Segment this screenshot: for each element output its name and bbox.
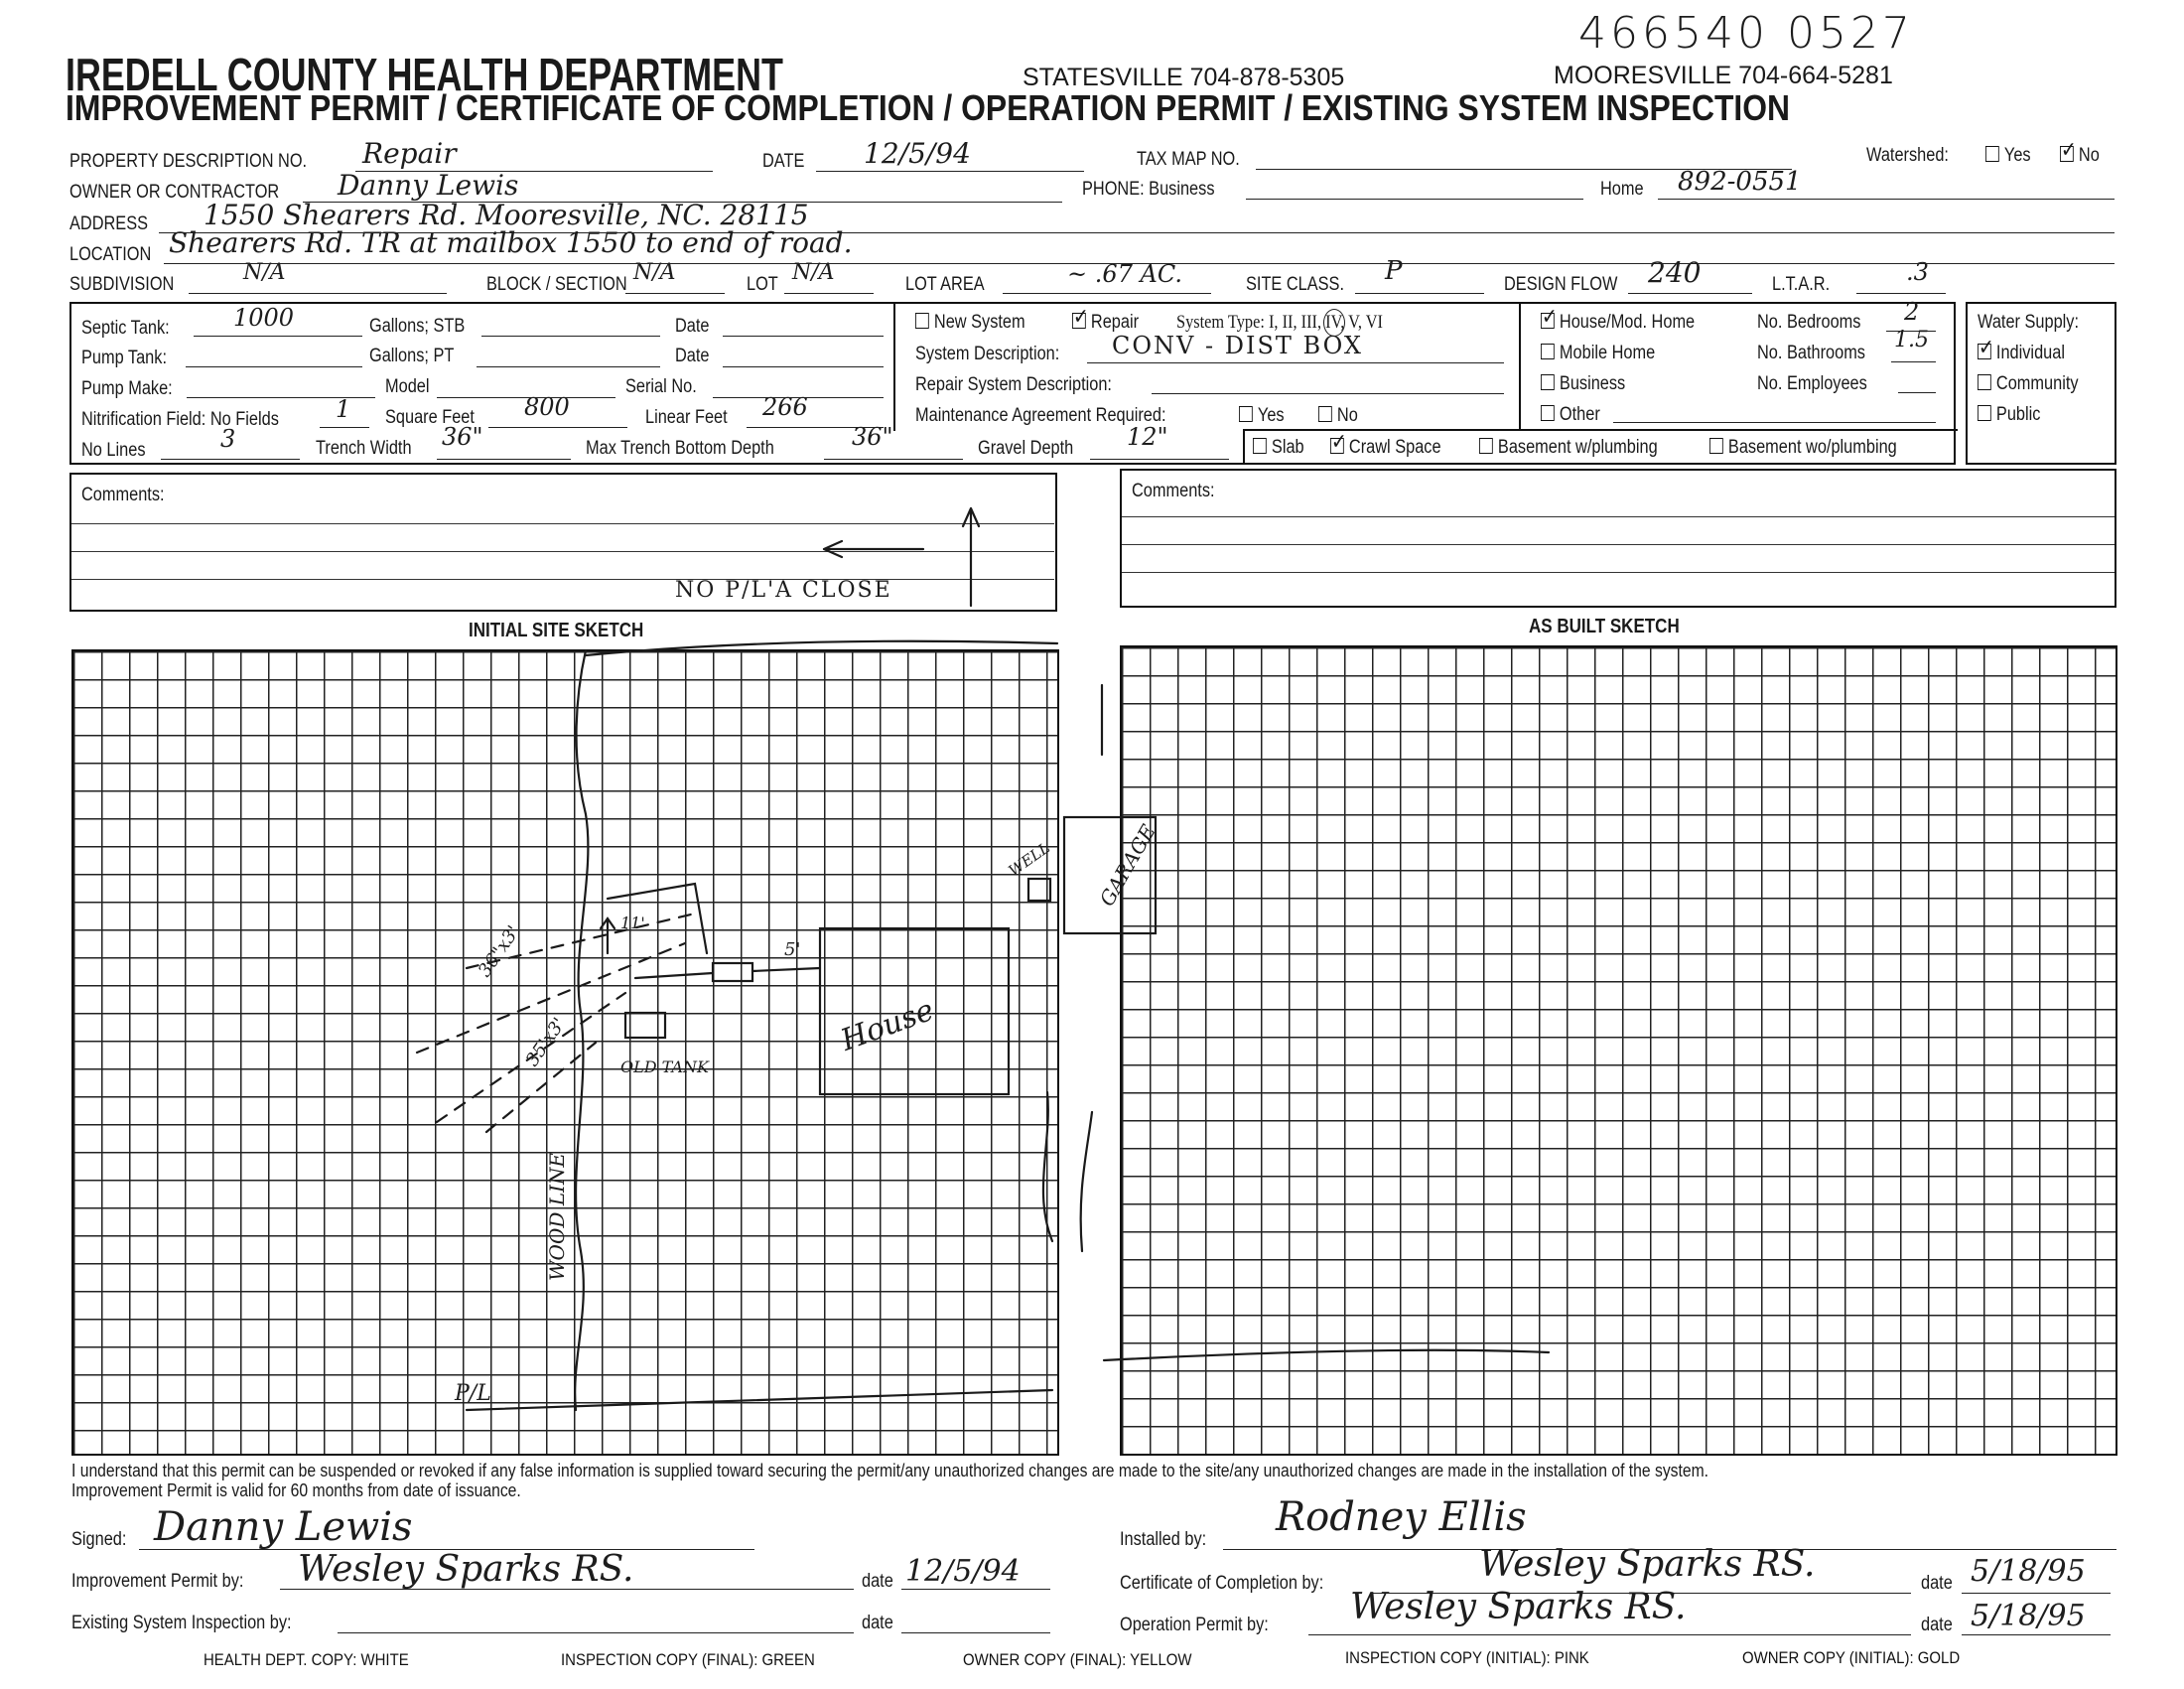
system-description-label: System Description: xyxy=(915,344,1060,364)
max-trench-label: Max Trench Bottom Depth xyxy=(586,438,774,459)
home-phone-value[interactable]: 892-0551 xyxy=(1678,167,1802,197)
owner-label: OWNER OR CONTRACTOR xyxy=(69,182,280,203)
model-label: Model xyxy=(385,376,430,397)
existing-date-label: date xyxy=(862,1613,893,1633)
well-label: WELL xyxy=(1005,838,1053,880)
home-label: Home xyxy=(1600,179,1644,200)
operation-date-line xyxy=(1962,1634,2111,1635)
water-community[interactable]: Community xyxy=(1978,373,2079,395)
house-option[interactable]: ✓House/Mod. Home xyxy=(1541,312,1695,334)
property-desc-label: PROPERTY DESCRIPTION NO. xyxy=(69,151,308,172)
square-feet-label: Square Feet xyxy=(385,407,475,428)
improvement-date-line xyxy=(901,1589,1050,1590)
employees-label: No. Employees xyxy=(1757,373,1867,394)
basement-without-option[interactable]: Basement wo/plumbing xyxy=(1709,437,1897,459)
asbuilt-road xyxy=(1104,1350,1549,1360)
design-flow-label: DESIGN FLOW xyxy=(1504,274,1618,295)
owner-value[interactable]: Danny Lewis xyxy=(338,169,519,202)
other-option[interactable]: Other xyxy=(1541,404,1600,426)
old-tank-label: OLD TANK xyxy=(620,1057,709,1076)
basement-with-option[interactable]: Basement w/plumbing xyxy=(1479,437,1658,459)
copy-inspection-final: INSPECTION COPY (FINAL): GREEN xyxy=(561,1650,815,1669)
as-built-sketch-title: AS BUILT SKETCH xyxy=(1529,616,1680,637)
dist-box xyxy=(713,963,752,981)
block-section-value[interactable]: N/A xyxy=(633,260,676,285)
address-value[interactable]: 1550 Shearers Rd. Mooresville, NC. 28115 xyxy=(204,199,809,231)
crawl-option[interactable]: ✓ Crawl Space xyxy=(1330,437,1441,459)
disclaimer-line-2: Improvement Permit is valid for 60 months from date of issuance. xyxy=(71,1480,521,1500)
existing-label: Existing System Inspection by: xyxy=(71,1613,292,1633)
initial-sketch-title: INITIAL SITE SKETCH xyxy=(469,620,644,641)
comment-arrow-up xyxy=(963,508,979,606)
site-class-label: SITE CLASS. xyxy=(1246,274,1344,295)
property-desc-value[interactable]: Repair xyxy=(362,137,457,170)
certificate-date-label: date xyxy=(1921,1573,1953,1594)
operation-value[interactable]: Wesley Sparks RS. xyxy=(1350,1587,1687,1627)
gravel-depth-label: Gravel Depth xyxy=(978,438,1074,459)
garage-label: GARAGE xyxy=(1094,820,1160,911)
house-label: House xyxy=(836,992,939,1058)
copy-health-dept: HEALTH DEPT. COPY: WHITE xyxy=(204,1650,409,1669)
gallons-pt-label: Gallons; PT xyxy=(369,346,455,366)
date-value[interactable]: 12/5/94 xyxy=(864,137,971,170)
lot-label: LOT xyxy=(747,274,778,295)
water-supply-title: Water Supply: xyxy=(1978,312,2080,333)
no-lines-label: No Lines xyxy=(81,440,146,461)
dim3-label: 5' xyxy=(784,939,801,960)
disclaimer-line-1: I understand that this permit can be suspended or revoked if any false information is supplied toward securing the permit/any unauthorized changes are made to the site/any unauthorized changes are made in the installation of the system. xyxy=(71,1461,1709,1480)
statesville-phone: STATESVILLE 704-878-5305 xyxy=(1023,64,1345,91)
block-section-label: BLOCK / SECTION xyxy=(486,274,627,295)
signed-value[interactable]: Danny Lewis xyxy=(154,1504,413,1550)
dim1-label: 36"x3' xyxy=(474,921,525,981)
trench-width-label: Trench Width xyxy=(316,438,412,459)
well-outline xyxy=(1028,879,1050,901)
repair-description-label: Repair System Description: xyxy=(915,374,1112,395)
improvement-label: Improvement Permit by: xyxy=(71,1571,244,1592)
certificate-value[interactable]: Wesley Sparks RS. xyxy=(1479,1544,1816,1585)
watershed-yes[interactable]: Yes xyxy=(1985,145,2031,167)
water-public[interactable]: Public xyxy=(1978,404,2040,426)
gallons-stb-label: Gallons; STB xyxy=(369,316,466,337)
certificate-date-line xyxy=(1962,1593,2111,1594)
department-title: IREDELL COUNTY HEALTH DEPARTMENT xyxy=(66,49,783,100)
mobile-option[interactable]: Mobile Home xyxy=(1541,343,1655,364)
driveway-right xyxy=(1081,1112,1092,1251)
bathrooms-value[interactable]: 1.5 xyxy=(1894,328,1929,352)
lot-value[interactable]: N/A xyxy=(792,260,835,285)
form-number: 466540 0527 xyxy=(1578,8,1914,59)
site-class-value[interactable]: P xyxy=(1385,256,1403,286)
system-type-label: System Type: I, II, III, IV, V, VI xyxy=(1176,312,1383,333)
repair-option[interactable]: ✓ Repair xyxy=(1072,312,1139,334)
pump-tank-label: Pump Tank: xyxy=(81,348,167,368)
pipe-line xyxy=(635,968,820,978)
copy-owner-initial: OWNER COPY (INITIAL): GOLD xyxy=(1742,1648,1961,1667)
septic-tank-label: Septic Tank: xyxy=(81,318,170,339)
subdivision-label: SUBDIVISION xyxy=(69,274,175,295)
linear-feet-value[interactable]: 266 xyxy=(762,393,808,421)
improvement-date-value[interactable]: 12/5/94 xyxy=(905,1554,1021,1589)
pt-date-label: Date xyxy=(675,346,710,366)
improvement-value[interactable]: Wesley Sparks RS. xyxy=(298,1549,634,1590)
copy-inspection-initial: INSPECTION COPY (INITIAL): PINK xyxy=(1345,1648,1589,1667)
maintenance-no[interactable]: No xyxy=(1318,405,1358,427)
existing-line xyxy=(338,1632,854,1633)
wood-line-label: WOOD LINE xyxy=(545,1152,569,1281)
dim4-label: 11' xyxy=(620,914,645,932)
subdivision-value[interactable]: N/A xyxy=(243,260,286,285)
tax-map-label: TAX MAP NO. xyxy=(1137,149,1240,170)
comments-left-note[interactable]: NO P/L'A CLOSE xyxy=(675,578,892,603)
signed-label: Signed: xyxy=(71,1529,127,1550)
new-system[interactable]: New System xyxy=(915,312,1025,334)
wood-line xyxy=(575,650,588,1410)
operation-label: Operation Permit by: xyxy=(1120,1615,1269,1635)
dim2-label: 35'x3' xyxy=(521,1014,571,1070)
bedrooms-value[interactable]: 2 xyxy=(1904,298,1920,326)
form-subtitle: IMPROVEMENT PERMIT / CERTIFICATE OF COMPLETION / OPERATION PERMIT / EXISTING SYSTEM INSPECTION xyxy=(66,87,1791,128)
pl-line xyxy=(467,1390,1052,1410)
water-individual[interactable]: ✓Individual xyxy=(1978,343,2065,364)
square-feet-value[interactable]: 800 xyxy=(524,393,570,421)
installed-label: Installed by: xyxy=(1120,1529,1207,1550)
date-label: DATE xyxy=(762,151,805,172)
old-tank-outline xyxy=(625,1013,665,1038)
certificate-date-value[interactable]: 5/18/95 xyxy=(1971,1554,2086,1589)
design-flow-value[interactable]: 240 xyxy=(1648,256,1702,289)
pl-label: P/L xyxy=(455,1381,491,1406)
existing-date-line xyxy=(901,1632,1050,1633)
watershed-label: Watershed: xyxy=(1866,145,1949,166)
lot-area-value[interactable]: ~ .67 AC. xyxy=(1067,260,1183,288)
gravel-depth-value[interactable]: 12" xyxy=(1127,423,1168,451)
nitrification-label: Nitrification Field: No Fields xyxy=(81,409,279,430)
pump-make-label: Pump Make: xyxy=(81,378,173,399)
business-option[interactable]: Business xyxy=(1541,373,1625,395)
ltar-value[interactable]: .3 xyxy=(1906,258,1929,286)
mooresville-phone: MOORESVILLE 704-664-5281 xyxy=(1554,62,1893,89)
copy-owner-final: OWNER COPY (FINAL): YELLOW xyxy=(963,1650,1192,1669)
system-description-value[interactable]: CONV - DIST BOX xyxy=(1112,332,1363,359)
improvement-date-label: date xyxy=(862,1571,893,1592)
comments-right-label: Comments: xyxy=(1132,481,1215,501)
maintenance-label: Maintenance Agreement Required: xyxy=(915,405,1166,426)
address-label: ADDRESS xyxy=(69,213,148,234)
watershed-no[interactable]: ✓ No xyxy=(2060,145,2100,167)
slab-option[interactable]: Slab xyxy=(1253,437,1304,459)
no-lines-value[interactable]: 3 xyxy=(220,425,236,453)
trench-width-value[interactable]: 36" xyxy=(442,423,483,451)
certificate-label: Certificate of Completion by: xyxy=(1120,1573,1324,1594)
comment-arrow-left xyxy=(824,541,923,557)
ltar-label: L.T.A.R. xyxy=(1772,274,1831,295)
operation-line xyxy=(1308,1634,1911,1635)
septic-tank-value[interactable]: 1000 xyxy=(233,304,295,332)
max-trench-value[interactable]: 36" xyxy=(852,423,893,451)
bathrooms-label: No. Bathrooms xyxy=(1757,343,1865,363)
driveway-left xyxy=(1043,1092,1052,1241)
bedrooms-label: No. Bedrooms xyxy=(1757,312,1861,333)
installed-value[interactable]: Rodney Ellis xyxy=(1276,1494,1527,1540)
stb-date-label: Date xyxy=(675,316,710,337)
location-value[interactable]: Shearers Rd. TR at mailbox 1550 to end of road. xyxy=(169,226,853,259)
phone-business-label: PHONE: Business xyxy=(1082,179,1215,200)
maintenance-yes[interactable]: Yes xyxy=(1239,405,1285,427)
location-label: LOCATION xyxy=(69,244,152,265)
road-line xyxy=(586,641,1057,655)
lot-area-label: LOT AREA xyxy=(905,274,985,295)
operation-date-value[interactable]: 5/18/95 xyxy=(1971,1599,2086,1633)
nitrification-value[interactable]: 1 xyxy=(336,395,351,423)
comments-left-label: Comments: xyxy=(81,485,165,505)
operation-date-label: date xyxy=(1921,1615,1953,1635)
serial-label: Serial No. xyxy=(625,376,697,397)
linear-feet-label: Linear Feet xyxy=(645,407,728,428)
